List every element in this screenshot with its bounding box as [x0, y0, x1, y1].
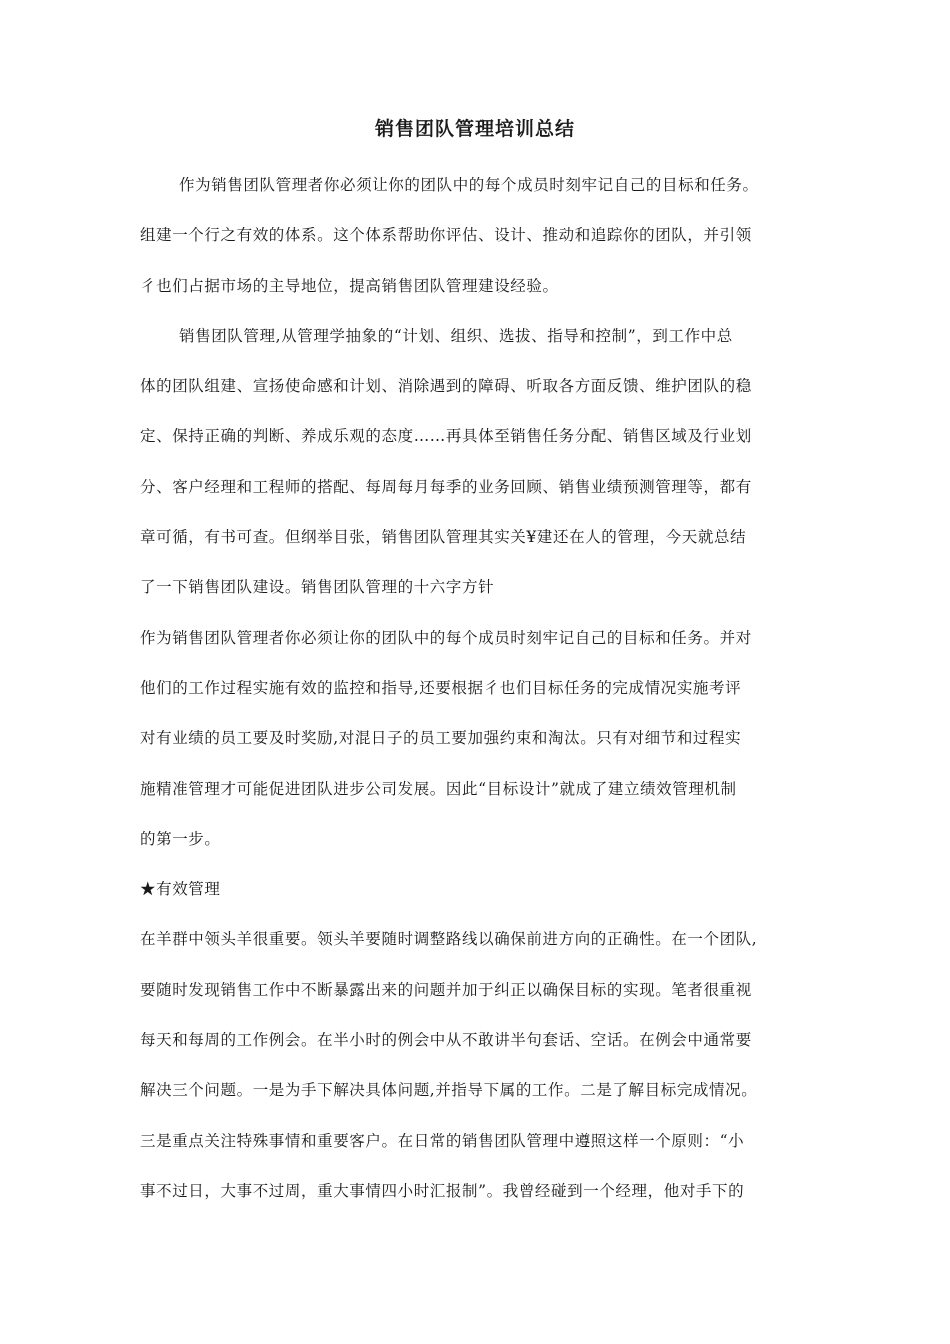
text-line: 施精准管理才可能促进团队进步公司发展。因此“目标设计”就成了建立绩效管理机制 — [140, 779, 737, 798]
text-line: 组建一个行之有效的体系。这个体系帮助你评估、设计、推动和追踪你的团队，并引领 — [140, 226, 752, 245]
text-line: 对有业绩的员工要及时奖励,对混日子的员工要加强约束和淘汰。只有对细节和过程实 — [140, 729, 742, 748]
text-line: 体的团队组建、宣扬使命感和计划、消除遇到的障碍、听取各方面反馈、维护团队的稳 — [140, 377, 752, 396]
text-line: 销售团队管理,从管理学抽象的“计划、组织、选拔、指导和控制”，到工作中总 — [179, 326, 733, 345]
text-line: 的第一步。 — [140, 829, 221, 848]
text-line: 事不过日，大事不过周，重大事情四小时汇报制”。我曾经碰到一个经理，他对手下的 — [140, 1181, 745, 1200]
text-line: 作为销售团队管理者你必须让你的团队中的每个成员时刻牢记自己的目标和任务。 — [179, 176, 759, 194]
section-heading: ★有效管理 — [140, 880, 221, 899]
page-title: 销售团队管理培训总结 — [374, 118, 575, 140]
text-line: 章可循，有书可查。但纲举目张，销售团队管理其实关¥建还在人的管理，今天就总结 — [140, 528, 747, 547]
text-line: 分、客户经理和工程师的搭配、每周每月每季的业务回顾、销售业绩预测管理等，都有 — [140, 477, 752, 496]
text-line: 在羊群中领头羊很重要。领头羊要随时调整路线以确保前进方向的正确性。在一个团队, — [140, 930, 758, 949]
text-line: 作为销售团队管理者你必须让你的团队中的每个成员时刻牢记自己的目标和任务。并对 — [140, 628, 752, 647]
text-line: 彳也们占据市场的主导地位，提高销售团队管理建设经验。 — [140, 276, 559, 295]
text-line: 每天和每周的工作例会。在半小时的例会中从不敢讲半句套话、空话。在例会中通常要 — [140, 1031, 752, 1050]
text-line: 他们的工作过程实施有效的监控和指导,还要根据彳也们目标任务的完成情况实施考评 — [140, 678, 742, 697]
document-body — [140, 160, 805, 1216]
text-line: 解决三个问题。一是为手下解决具体问题,并指导下属的工作。二是了解目标完成情况。 — [140, 1081, 758, 1100]
text-line: 三是重点关注特殊事情和重要客户。在日常的销售团队管理中遵照这样一个原则：“小 — [140, 1131, 745, 1150]
text-line: 定、保持正确的判断、养成乐观的态度……再具体至销售任务分配、销售区域及行业划 — [140, 427, 752, 446]
text-line: 要随时发现销售工作中不断暴露出来的问题并加于纠正以确保目标的实现。笔者很重视 — [140, 980, 752, 999]
text-line: 了一下销售团队建设。销售团队管理的十六字方针 — [140, 578, 495, 597]
